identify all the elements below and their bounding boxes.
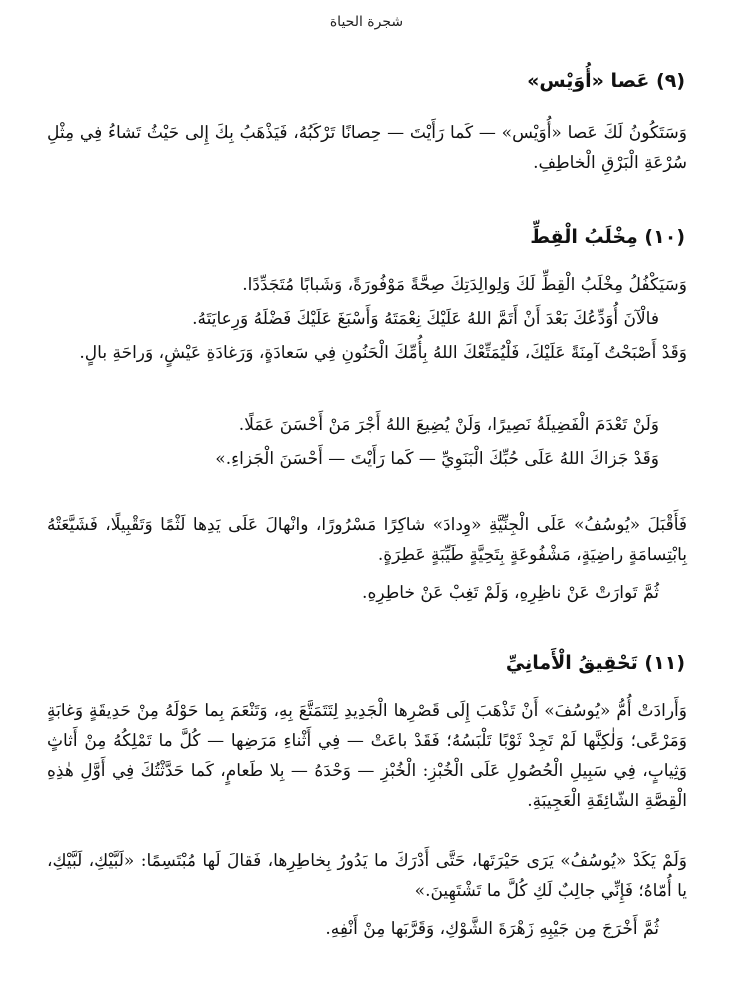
paragraph-11-3: ثُمَّ أَخْرَجَ مِن جَيْبِهِ زَهْرَةَ الشَّوْكِ، وَقَرَّبَها مِنْ أَنْفِهِ. xyxy=(325,919,659,939)
paragraph-10-2: فالْآنَ أُوَدِّعُكَ بَعْدَ أَنْ أَتَمَّ اللهُ عَلَيْكَ نِعْمَتَهُ وَأَسْبَغَ عَلَيْكَ فَضْلَهُ وَرِعايَتَهُ. xyxy=(192,309,659,329)
section-heading-10: (١٠) مِخْلَبُ الْقِطِّ xyxy=(530,226,685,248)
paragraph-9-1: وَسَتَكُونُ لَكَ عَصا «أُوَيْس» — كَما رَأَيْتَ — حِصانًا تَرْكَبُهُ، فَيَذْهَبُ بِكَ إِلى حَيْثُ تَشاءُ فِي مِثْلِ سُرْعَةِ الْبَرْقِ الْخاطِفِ. xyxy=(47,123,687,173)
paragraph-10-5: وَقَدْ جَزاكَ اللهُ عَلَى حُبِّكَ الْبَنَوِيِّ — كَما رَأَيْتَ — أَحْسَنَ الْجَزاءِ.» xyxy=(215,449,659,469)
paragraph-10-4: وَلَنْ تَعْدَمَ الْفَضِيلَةُ نَصِيرًا، وَلَنْ يُضِيعَ اللهُ أَجْرَ مَنْ أَحْسَنَ عَمَلًا. xyxy=(238,415,659,435)
paragraph-10-3: وَقَدْ أَصْبَحْتُ آمِنَةً عَلَيْكَ، فَلْيُمَتِّعْكَ اللهُ بِأُمِّكَ الْحَنُونِ فِي سَعادَةٍ، وَرَغادَةِ عَيْشٍ، وَراحَةِ بالٍ. xyxy=(79,343,687,363)
paragraph-11-2: وَلَمْ يَكَدْ «يُوسُفُ» يَرَى حَيْرَتَها، حَتَّى أَدْرَكَ ما يَدُورُ بِخاطِرِها، فَقالَ لَها مُبْتَسِمًا: «لَبَّيْكِ، لَبَّيْكِ، يا أُمّاهُ؛ فَإِنِّي جالِبٌ لَكِ كُلَّ ما تَشْتَهِينَ.» xyxy=(47,851,687,901)
paragraph-10-1: وَسَيَكْفُلُ مِخْلَبُ الْقِطِّ لَكَ وَلِوالِدَتِكَ صِحَّةً مَوْفُورَةً، وَشَبابًا مُتَجَدِّدًا. xyxy=(242,275,687,295)
section-heading-9: (٩) عَصا «أُوَيْس» xyxy=(527,70,685,92)
running-head: شجرة الحياة xyxy=(329,14,404,30)
paragraph-10-6: فَأَقْبَلَ «يُوسُفُ» عَلَى الْجِنِّيَّةِ «وِدادَ» شاكِرًا مَسْرُورًا، وانْهالَ عَلَى يَدِها لَثْمًا وَتَقْبِيلًا، فَشَيَّعَتْهُ بِابْتِسامَةٍ راضِيَةٍ، مَشْفُوعَةٍ بِتَحِيَّةٍ طَيِّبَةٍ عَطِرَةٍ. xyxy=(47,515,687,565)
section-heading-11: (١١) تَحْقِيقُ الْأَمانِيِّ xyxy=(505,652,685,674)
paragraph-11-1: وَأَرادَتْ أُمُّ «يُوسُفَ» أَنْ تَذْهَبَ إِلَى قَصْرِها الْجَدِيدِ لِتَتَمَتَّعَ بِهِ، وَتَنْعَمَ بِما حَوْلَهُ مِنْ حَدِيقَةٍ وَغابَةٍ وَمَرْعًى؛ وَلٰكِنَّها لَمْ تَجِدْ ثَوْبًا تَلْبَسُهُ؛ فَقَدْ باعَتْ — فِي أَثْناءِ مَرَضِها — كُلَّ ما تَمْلِكُهُ مِنْ أَثاثٍ وَثِيابٍ، فِي سَبِيلِ الْحُصُولِ عَلَى الْخُبْزِ: الْخُبْزِ — وَحْدَهُ — بِلا طَعامٍ، كَما حَدَّثْتُكَ فِي أَوَّلِ هٰذِهِ الْقِصَّةِ الشّائِقَةِ الْعَجِيبَةِ. xyxy=(47,701,687,811)
paragraph-10-7: ثُمَّ تَوارَتْ عَنْ ناظِرِهِ، وَلَمْ تَغِبْ عَنْ خاطِرِهِ. xyxy=(362,583,659,603)
